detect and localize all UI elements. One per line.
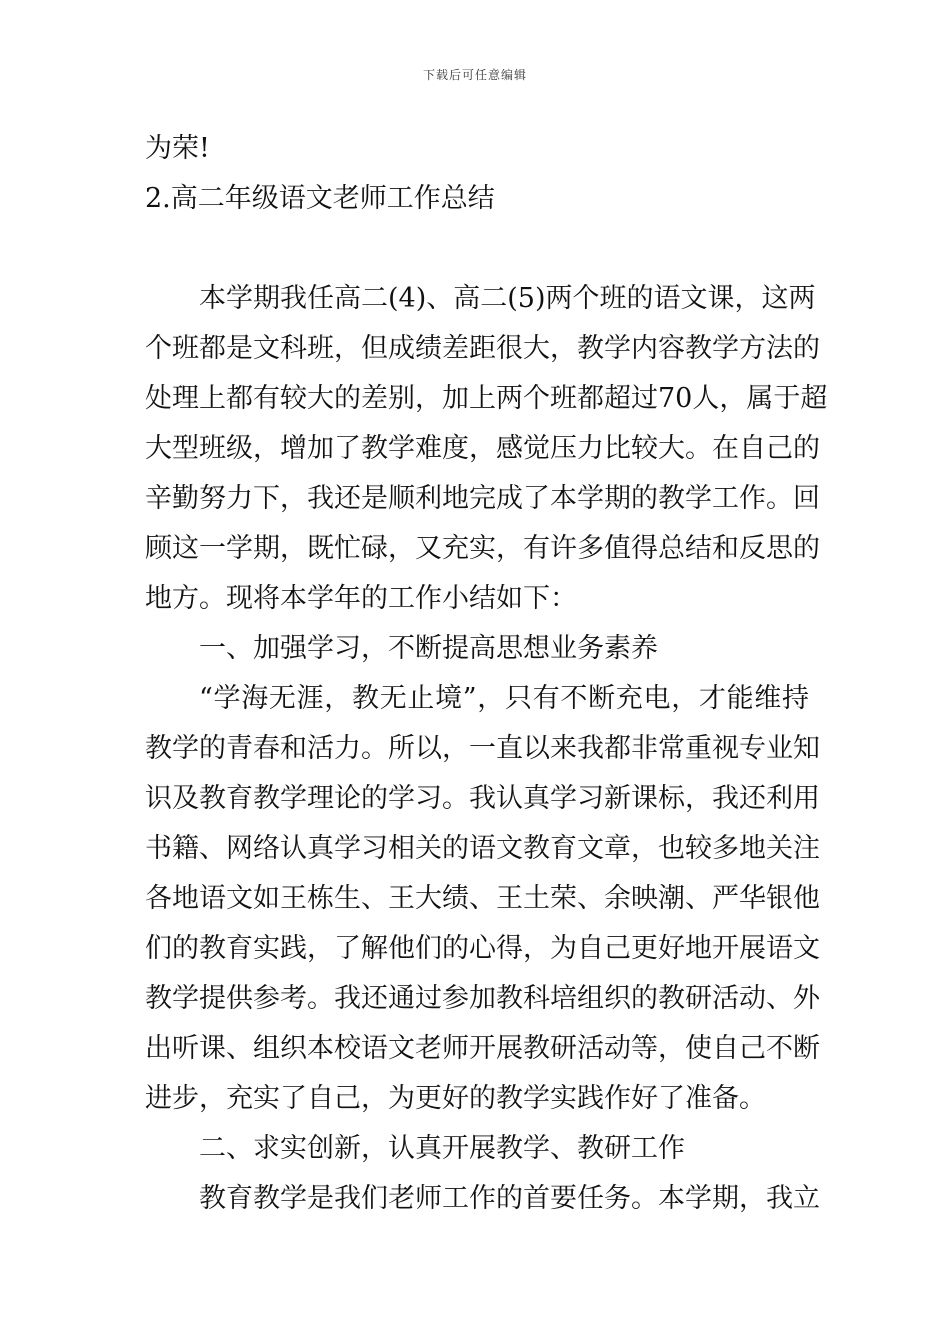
paragraph-line: 教学提供参考。我还通过参加教科培组织的教研活动、外 bbox=[145, 983, 820, 1014]
paragraph-line: 顾这一学期，既忙碌，又充实，有许多值得总结和反思的 bbox=[145, 533, 820, 564]
paragraph-line: 个班都是文科班，但成绩差距很大，教学内容教学方法的 bbox=[145, 333, 820, 364]
paragraph-line: 书籍、网络认真学习相关的语文教育文章，也较多地关注 bbox=[145, 833, 820, 864]
paragraph-line: 大型班级，增加了教学难度，感觉压力比较大。在自己的 bbox=[145, 433, 820, 464]
paragraph-line: 出听课、组织本校语文老师开展教研活动等，使自己不断 bbox=[145, 1033, 820, 1064]
document-body bbox=[145, 124, 828, 1224]
text-line: 为荣! bbox=[145, 133, 210, 164]
blank-line bbox=[145, 224, 809, 274]
section-title: 2.高二年级语文老师工作总结 bbox=[145, 183, 495, 214]
paragraph-line: 处理上都有较大的差别，加上两个班都超过70人，属于超 bbox=[145, 383, 828, 414]
subheading: 二、求实创新，认真开展教学、教研工作 bbox=[199, 1133, 685, 1164]
paragraph-line: 教学的青春和活力。所以，一直以来我都非常重视专业知 bbox=[145, 733, 820, 764]
header-note: 下载后可任意编辑 bbox=[422, 68, 527, 82]
paragraph-line: 教育教学是我们老师工作的首要任务。本学期，我立 bbox=[199, 1183, 820, 1214]
paragraph-line: 辛勤努力下，我还是顺利地完成了本学期的教学工作。回 bbox=[145, 483, 820, 514]
paragraph-line: 本学期我任高二(4)、高二(5)两个班的语文课，这两 bbox=[199, 283, 816, 314]
paragraph-line: 地方。现将本学年的工作小结如下： bbox=[145, 583, 577, 614]
paragraph-line: 进步，充实了自己，为更好的教学实践作好了准备。 bbox=[145, 1083, 766, 1114]
paragraph-line: “学海无涯，教无止境”，只有不断充电，才能维持 bbox=[199, 683, 809, 714]
subheading: 一、加强学习，不断提高思想业务素养 bbox=[199, 633, 658, 664]
paragraph-line: 各地语文如王栋生、王大绩、王土荣、余映潮、严华银他 bbox=[145, 883, 820, 914]
paragraph-line: 识及教育教学理论的学习。我认真学习新课标，我还利用 bbox=[145, 783, 820, 814]
paragraph-line: 们的教育实践，了解他们的心得，为自己更好地开展语文 bbox=[145, 933, 820, 964]
